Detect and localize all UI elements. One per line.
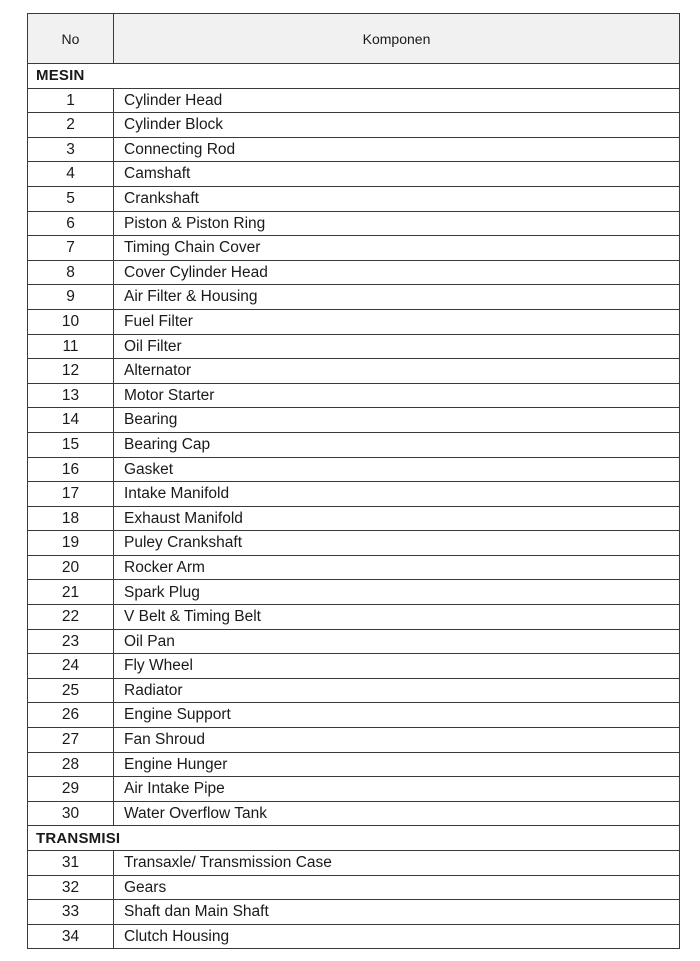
section-title: MESIN xyxy=(28,64,680,89)
component-name: Spark Plug xyxy=(114,580,680,605)
table-row xyxy=(28,162,680,187)
table-row xyxy=(28,678,680,703)
row-number: 22 xyxy=(28,605,114,630)
component-name: Crankshaft xyxy=(114,186,680,211)
row-number: 21 xyxy=(28,580,114,605)
row-number: 5 xyxy=(28,186,114,211)
row-number: 10 xyxy=(28,309,114,334)
table-row xyxy=(28,752,680,777)
row-number: 1 xyxy=(28,88,114,113)
row-number: 34 xyxy=(28,924,114,949)
row-number: 24 xyxy=(28,654,114,679)
row-number: 28 xyxy=(28,752,114,777)
component-name: Piston & Piston Ring xyxy=(114,211,680,236)
header-komponen: Komponen xyxy=(114,14,680,64)
component-name: Engine Support xyxy=(114,703,680,728)
row-number: 7 xyxy=(28,236,114,261)
table-row xyxy=(28,605,680,630)
component-name: Fuel Filter xyxy=(114,309,680,334)
component-name: Alternator xyxy=(114,359,680,384)
row-number: 31 xyxy=(28,851,114,876)
table-row xyxy=(28,432,680,457)
row-number: 17 xyxy=(28,482,114,507)
component-name: Transaxle/ Transmission Case xyxy=(114,851,680,876)
component-name: Radiator xyxy=(114,678,680,703)
row-number: 2 xyxy=(28,113,114,138)
table-row xyxy=(28,629,680,654)
row-number: 18 xyxy=(28,506,114,531)
table-row xyxy=(28,531,680,556)
component-name: Bearing Cap xyxy=(114,432,680,457)
row-number: 19 xyxy=(28,531,114,556)
table-row xyxy=(28,777,680,802)
component-name: Timing Chain Cover xyxy=(114,236,680,261)
section-row xyxy=(28,64,680,89)
component-name: Gears xyxy=(114,875,680,900)
table-row xyxy=(28,186,680,211)
component-table xyxy=(27,13,680,949)
table-row xyxy=(28,260,680,285)
table-row xyxy=(28,383,680,408)
component-name: Fan Shroud xyxy=(114,728,680,753)
component-name: Water Overflow Tank xyxy=(114,801,680,826)
row-number: 30 xyxy=(28,801,114,826)
component-name: Gasket xyxy=(114,457,680,482)
table-row xyxy=(28,309,680,334)
table-row xyxy=(28,875,680,900)
table-row xyxy=(28,555,680,580)
row-number: 20 xyxy=(28,555,114,580)
table-row xyxy=(28,580,680,605)
component-name: Camshaft xyxy=(114,162,680,187)
table-body xyxy=(28,64,680,949)
row-number: 11 xyxy=(28,334,114,359)
table-row xyxy=(28,703,680,728)
section-title: TRANSMISI xyxy=(28,826,680,851)
table-row xyxy=(28,801,680,826)
table-row xyxy=(28,359,680,384)
row-number: 29 xyxy=(28,777,114,802)
table-row xyxy=(28,482,680,507)
table-row xyxy=(28,924,680,949)
component-name: Cylinder Head xyxy=(114,88,680,113)
table-row xyxy=(28,851,680,876)
component-name: Exhaust Manifold xyxy=(114,506,680,531)
table-header-row xyxy=(28,14,680,64)
component-name: Connecting Rod xyxy=(114,137,680,162)
table-row xyxy=(28,900,680,925)
table-row xyxy=(28,506,680,531)
component-name: Air Filter & Housing xyxy=(114,285,680,310)
component-name: V Belt & Timing Belt xyxy=(114,605,680,630)
row-number: 4 xyxy=(28,162,114,187)
table-row xyxy=(28,236,680,261)
table-row xyxy=(28,408,680,433)
component-name: Air Intake Pipe xyxy=(114,777,680,802)
table-row xyxy=(28,88,680,113)
row-number: 8 xyxy=(28,260,114,285)
table-row xyxy=(28,285,680,310)
component-sheet xyxy=(27,13,679,949)
component-name: Oil Pan xyxy=(114,629,680,654)
component-name: Oil Filter xyxy=(114,334,680,359)
section-row xyxy=(28,826,680,851)
component-name: Fly Wheel xyxy=(114,654,680,679)
row-number: 15 xyxy=(28,432,114,457)
row-number: 33 xyxy=(28,900,114,925)
component-name: Cover Cylinder Head xyxy=(114,260,680,285)
row-number: 26 xyxy=(28,703,114,728)
row-number: 25 xyxy=(28,678,114,703)
row-number: 6 xyxy=(28,211,114,236)
table-row xyxy=(28,211,680,236)
table-row xyxy=(28,137,680,162)
header-no: No xyxy=(28,14,114,64)
row-number: 13 xyxy=(28,383,114,408)
component-name: Puley Crankshaft xyxy=(114,531,680,556)
table-row xyxy=(28,728,680,753)
row-number: 14 xyxy=(28,408,114,433)
table-row xyxy=(28,334,680,359)
component-name: Clutch Housing xyxy=(114,924,680,949)
component-name: Motor Starter xyxy=(114,383,680,408)
table-row xyxy=(28,654,680,679)
row-number: 9 xyxy=(28,285,114,310)
row-number: 27 xyxy=(28,728,114,753)
row-number: 12 xyxy=(28,359,114,384)
component-name: Intake Manifold xyxy=(114,482,680,507)
component-name: Rocker Arm xyxy=(114,555,680,580)
component-name: Shaft dan Main Shaft xyxy=(114,900,680,925)
row-number: 3 xyxy=(28,137,114,162)
row-number: 16 xyxy=(28,457,114,482)
row-number: 32 xyxy=(28,875,114,900)
table-row xyxy=(28,457,680,482)
table-row xyxy=(28,113,680,138)
row-number: 23 xyxy=(28,629,114,654)
component-name: Bearing xyxy=(114,408,680,433)
component-name: Engine Hunger xyxy=(114,752,680,777)
component-name: Cylinder Block xyxy=(114,113,680,138)
